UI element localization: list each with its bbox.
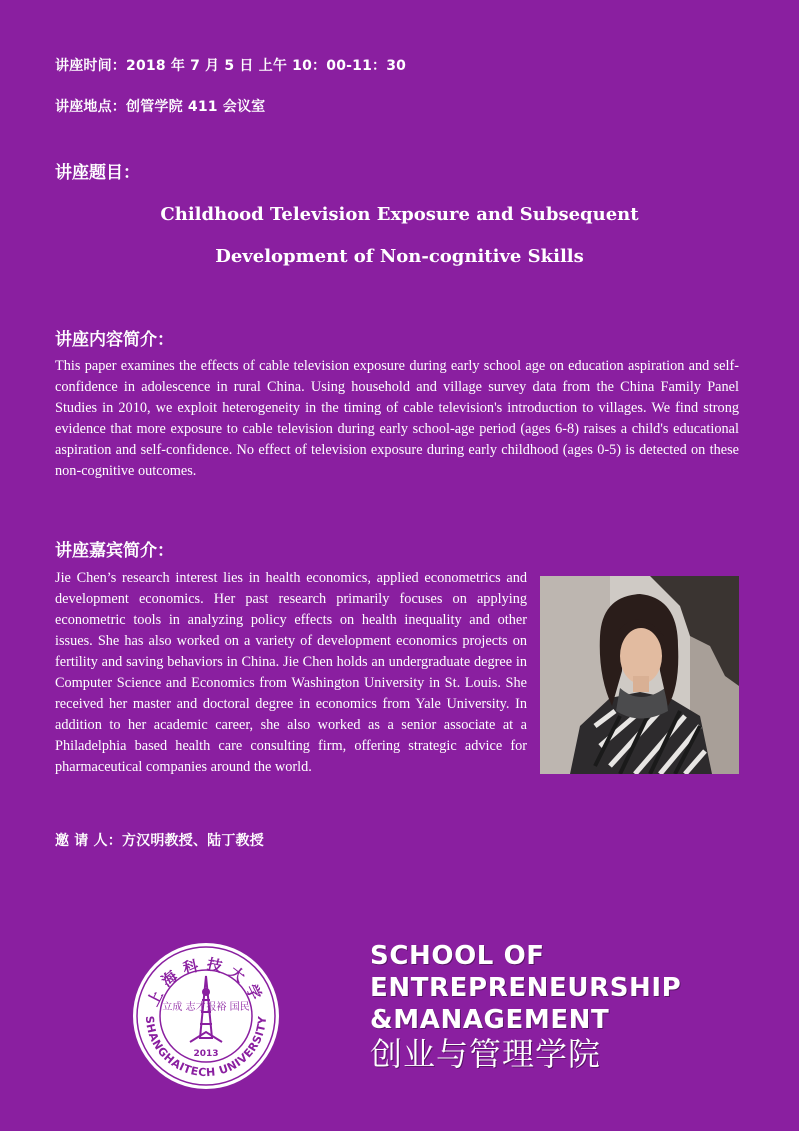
- speaker-portrait-illustration: [540, 576, 739, 774]
- inviter-line: 邀 请 人：方汉明教授、陆丁教授: [55, 833, 264, 849]
- seal-motto-left: 立成 志才: [162, 1002, 206, 1013]
- abstract-text: This paper examines the effects of cable television exposure during early school age on education aspiration and self-confidence in adolescence in rural China. Using household and village survey data from the China Family Panel Studies in 2010, we exploit heterogeneity in the timing of cable television's introduction to villages. We find strong evidence that more exposure to cable television during early school-age period (ages 6-8) raises a child's educational aspiration and self-confidence. No effect of television exposure during early childhood (ages 0-5) is detected on these non-cognitive outcomes.: [55, 358, 739, 479]
- lecture-location: 讲座地点：创管学院 411 会议室: [55, 99, 266, 115]
- shanghaitech-university-seal: [130, 940, 282, 1092]
- school-name-block: [370, 940, 681, 1074]
- speaker-photo: [540, 576, 739, 774]
- guest-heading: 讲座嘉宾简介：: [55, 541, 174, 561]
- seal-year: 2013: [193, 1049, 219, 1059]
- lecture-title-line-1: Childhood Television Exposure and Subsequent: [160, 204, 639, 225]
- seal-motto-right: 报裕 国民: [206, 1002, 250, 1013]
- seal-graphic: [130, 940, 282, 1092]
- guest-bio: Jie Chen’s research interest lies in health economics, applied econometrics and development economics. Her past research primarily focuses on applying econometric tools in analyzing policy effects on health inequality and other issues. She has also worked on a variety of development economics projects on fertility and saving behaviors in China. Jie Chen holds an undergraduate degree in Computer Science and Economics from Washington University in St. Louis. She received her master and doctoral degree in economics from Yale University. In addition to her academic career, she also worked as a senior associate at a Philadelphia based health care consulting firm, offering strategic advice for pharmaceutical companies around the world.: [55, 570, 527, 775]
- lecture-title: [0, 194, 799, 278]
- school-name-line-3: &MANAGEMENT: [370, 1005, 610, 1035]
- lecture-time: 讲座时间：2018 年 7 月 5 日 上午 10：00-11：30: [55, 58, 407, 74]
- school-name-line-1: SCHOOL OF: [370, 941, 545, 971]
- school-name-chinese: 创业与管理学院: [370, 1035, 602, 1073]
- abstract-heading: 讲座内容简介：: [55, 330, 174, 350]
- seal-arc-bottom: SHANGHAITECH UNIVERSITY: [142, 1015, 270, 1080]
- school-name-line-2: ENTREPRENEURSHIP: [370, 973, 682, 1003]
- seal-arc-top: 上海科技大学: [143, 955, 269, 1010]
- topic-heading: 讲座题目：: [55, 163, 140, 183]
- lecture-title-line-2: Development of Non-cognitive Skills: [215, 246, 584, 267]
